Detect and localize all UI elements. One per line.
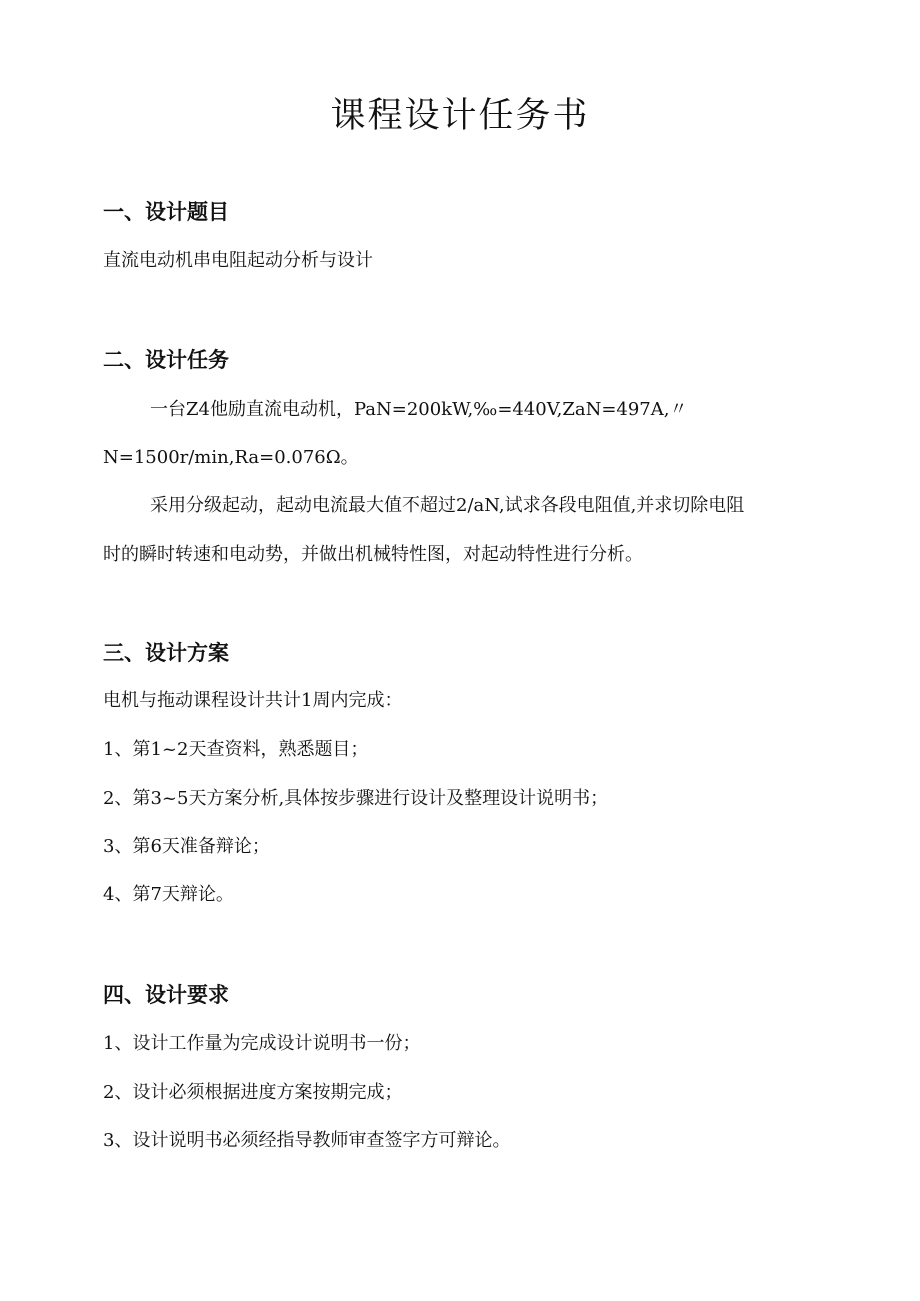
requirement-line: 1、设计工作量为完成设计说明书一份； — [103, 1033, 421, 1054]
task-paragraph-line: 一台Z4他励直流电动机，PaN=200kW,‰=440V,ZaN=497A,〃 — [150, 399, 688, 420]
section-heading-design-task: 二、设计任务 — [103, 348, 229, 372]
task-paragraph-line: N=1500r/min,Ra=0.076Ω。 — [103, 447, 359, 468]
requirement-line: 3、设计说明书必须经指导教师审查签字方可辩论。 — [103, 1130, 511, 1151]
plan-line: 4、第7天辩论。 — [103, 884, 234, 905]
section-heading-design-requirements: 四、设计要求 — [103, 983, 229, 1007]
plan-line: 2、第3~5天方案分析,具体按步骤进行设计及整理设计说明书； — [103, 788, 609, 809]
design-topic-text: 直流电动机串电阻起动分析与设计 — [103, 250, 373, 271]
task-paragraph-line: 时的瞬时转速和电动势，并做出机械特性图，对起动特性进行分析。 — [103, 544, 643, 565]
plan-line: 3、第6天准备辩论； — [103, 836, 270, 857]
task-paragraph-line: 采用分级起动，起动电流最大值不超过2/aN,试求各段电阻值,并求切除电阻 — [150, 495, 745, 516]
requirement-line: 2、设计必须根据进度方案按期完成； — [103, 1082, 403, 1103]
page-title: 课程设计任务书 — [330, 96, 590, 136]
section-heading-design-plan: 三、设计方案 — [103, 641, 229, 665]
plan-line: 1、第1~2天查资料，熟悉题目； — [103, 739, 369, 760]
section-heading-design-topic: 一、设计题目 — [103, 200, 229, 224]
plan-line: 电机与拖动课程设计共计1周内完成： — [103, 690, 403, 711]
